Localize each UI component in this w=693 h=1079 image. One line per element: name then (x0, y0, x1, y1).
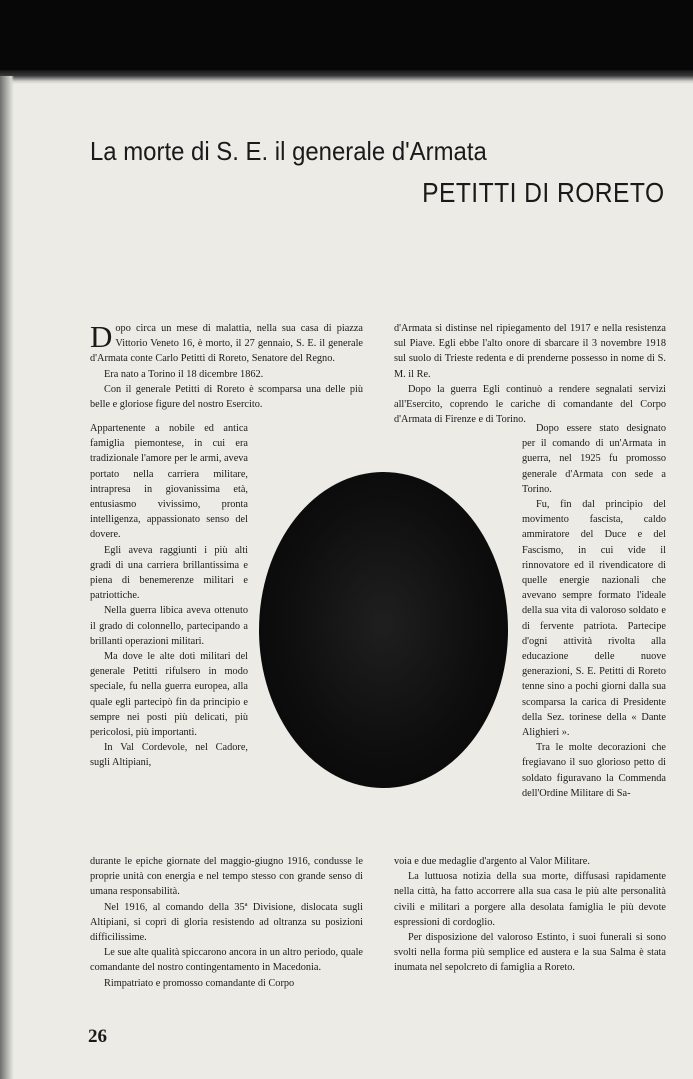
paragraph: Rimpatriato e promosso comandante di Corpo (104, 977, 295, 989)
page-number: 26 (88, 1026, 107, 1047)
paragraph: Appartenente a nobile ed antica famiglia piemontese, in cui era tradizionale l'amore per le armi, aveva portato nella carriera militare, intrapresa in giovanissima età, entusiasmo vivissimo, pronta intelligenza, appassionato senso del dovere. (90, 423, 248, 541)
right-column-narrow (522, 421, 666, 801)
paragraph: Dopo circa un mese di malattia, nella sua casa di piazza Vittorio Veneto 16, è morto, il 27 gennaio, S. E. il generale d'Armata conte Carlo Petitti di Roreto, Senatore del Regno. (90, 319, 363, 365)
paragraph: Le sue alte qualità spiccarono ancora in un altro periodo, quale comandante del nostro contingentamento in Macedonia. (90, 947, 363, 974)
paragraph: Nella guerra libica aveva ottenuto il grado di colonnello, partecipando a brillanti operazioni militari. (90, 605, 248, 647)
paragraph: Nel 1916, al comando della 35ª Divisione, dislocata sugli Altipiani, si coprì di gloria resistendo ad oltranza su posizioni difficilissime. (90, 901, 363, 944)
right-column-top (394, 321, 666, 427)
drop-cap: D (90, 319, 113, 354)
left-column-narrow (90, 421, 248, 771)
portrait-photo (259, 472, 508, 788)
paragraph: Fu, fin dal principio del movimento fascista, caldo ammiratore del Duce e del Fascismo, in cui vide il rinnovatore ed il rivendicatore di quelle energie nazionali che avevano sempre formato l'ideale della sua vita di valoroso soldato e di fervente patriota. Partecipe d'ogni attività rivolta alla educazione delle nuove generazioni, S. E. Petitti di Roreto tenne sino a pochi giorni dalla sua scomparsa la carica di Presidente della Sez. torinese della « Dante Alighieri ». (522, 499, 666, 739)
article-title-name: PETITTI DI RORETO (422, 177, 665, 208)
paragraph: Egli aveva raggiunti i più alti gradi di una carriera brillantissima e piena di benemerenze militari e patriottiche. (90, 544, 248, 602)
paragraph: In Val Cordevole, nel Cadore, sugli Altipiani, (90, 742, 248, 769)
paragraph: voia e due medaglie d'argento al Valor Militare. (394, 856, 590, 867)
scan-left-edge (0, 76, 14, 1079)
paragraph: durante le epiche giornate del maggio-giugno 1916, condusse le proprie unità con energia e nel tempo stesso con grande senso di umana responsabilità. (90, 856, 363, 898)
paragraph: Dopo la guerra Egli continuò a rendere segnalati servizi all'Esercito, coprendo le cariche di comandante del Corpo d'Armata di Firenze e di Torino. (394, 383, 666, 426)
paragraph: Tra le molte decorazioni che fregiavano il suo glorioso petto di soldato figuravano la Commenda dell'Ordine Militare di Sa- (522, 742, 666, 799)
left-column-bottom (90, 854, 363, 991)
paragraph: Con il generale Petitti di Roreto è scomparsa una delle più belle e gloriose figure del nostro Esercito. (90, 383, 363, 411)
paragraph: La luttuosa notizia della sua morte, diffusasi rapidamente nella città, ha fatto accorrere alla sua casa le più alte personalità civili e militari a porgere alla desolata famiglia le più devote espressioni di cordoglio. (394, 871, 666, 928)
paragraph: Ma dove le alte doti militari del generale Petitti rifulsero in modo speciale, fu nella guerra europea, alla quale egli partecipò fin da principio e sempre nei posti più delicati, più pericolosi, più importanti. (90, 651, 248, 739)
right-column-bottom (394, 854, 666, 976)
paragraph: Per disposizione del valoroso Estinto, i suoi funerali si sono svolti nella forma più semplice ed austera e la sua Salma è stata inumata nel sepolcreto di famiglia a Roreto. (394, 932, 666, 974)
paragraph: Era nato a Torino il 18 dicembre 1862. (104, 368, 264, 380)
paragraph: Dopo essere stato designato per il comando di un'Armata in guerra, nel 1925 fu promosso generale d'Armata con sede a Torino. (522, 423, 666, 495)
scan-top-edge (0, 70, 693, 84)
article-title: La morte di S. E. il generale d'Armata (90, 136, 487, 166)
paragraph: d'Armata si distinse nel ripiegamento del 1917 e nella resistenza sul Piave. Egli ebbe l'alto onore di sbarcare il 3 novembre 1918 sul suolo di Trieste redenta e di prenderne possesso in nome di S. M. il Re. (394, 323, 666, 380)
scan-top-band (0, 0, 693, 76)
left-column-top (90, 321, 363, 412)
